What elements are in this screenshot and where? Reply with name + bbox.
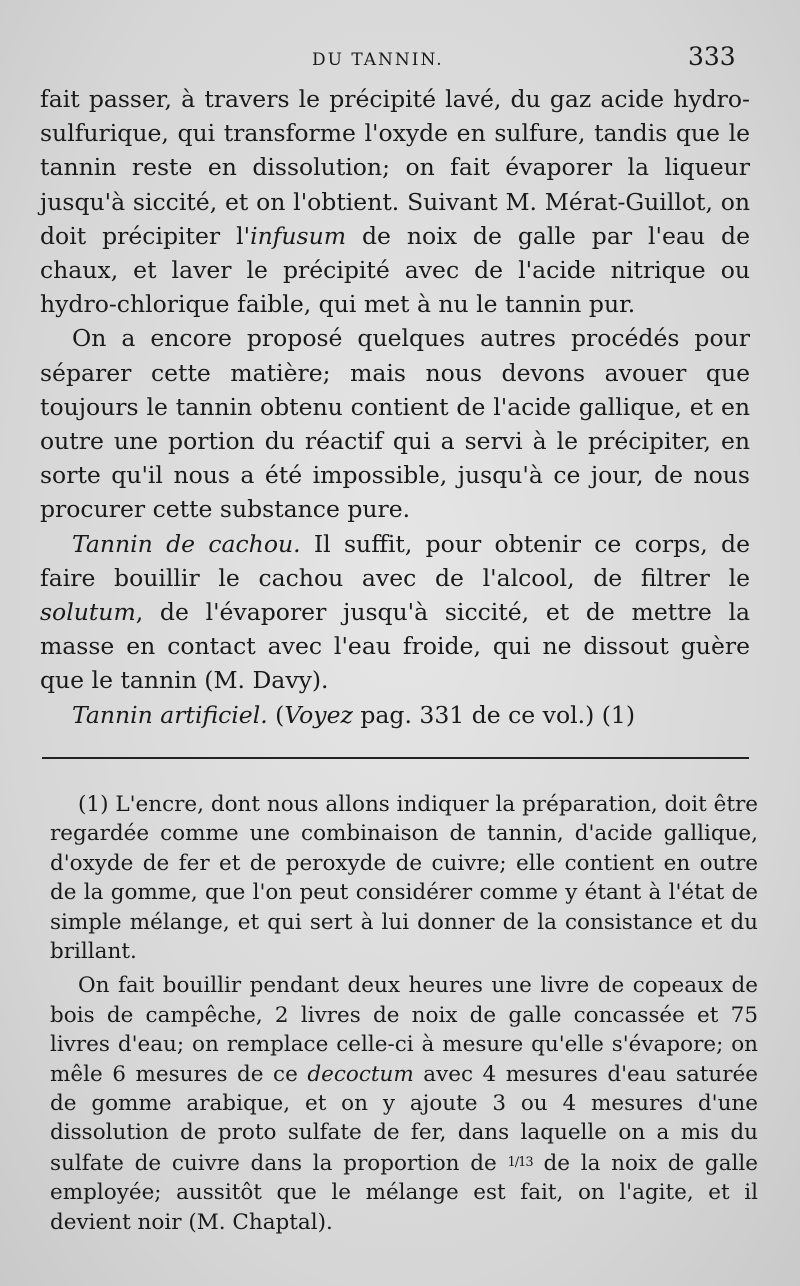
footnotes — [50, 790, 758, 1237]
fraction: 1/13 — [507, 1154, 533, 1170]
paragraph-continuation: fait passer, à travers le précipité lavé, du gaz acide hydro-sulfurique, qui transforme l'oxyde en sulfure, tandis que le tannin reste en dissolution; on fait évaporer la liqueur jusqu'à siccité, et on l'obtient. Suivant M. Mérat-Guillot, on doit précipiter l'infusum de noix de galle par l'eau de chaux, et laver le précipité avec de l'acide nitrique ou hydro-chlorique faible, qui met à nu le tannin pur. — [40, 85, 750, 319]
footnote-ink-recipe: On fait bouillir pendant deux heures une livre de copeaux de bois de campêche, 2 livres de noix de galle concassée et 75 livres d'eau; on remplace celle-ci à mesure qu'elle s'évapore; on mêle 6 mesures de ce decoctum avec 4 mesures d'eau saturée de gomme arabique, et on y ajoute 3 ou 4 mesures d'une dissolution de proto sulfate de fer, dans laquelle on a mis du sulfate de cuivre dans la proportion de 1/13 de la noix de galle employée; aussitôt que le mélange est fait, on l'agite, et il devient noir (M. Chaptal). — [50, 973, 758, 1235]
voyez-reference: Voyez — [284, 700, 353, 729]
paragraph-other-procedures: On a encore proposé quelques autres procédés pour séparer cette matière; mais nous devons avouer que toujours le tannin obtenu contient de l'acide gallique, et en outre une portion du réactif qui a servi à le précipiter, en sorte qu'il nous a été impossible, jusqu'à ce jour, de nous procurer cette substance pure. — [40, 324, 750, 524]
latin-term: solutum — [40, 598, 136, 627]
page-number: 333 — [688, 42, 736, 71]
footnote-separator — [42, 757, 749, 759]
paragraph-tannin-artificiel: Tannin artificiel. (Voyez pag. 331 de ce vol.) (1) — [72, 700, 636, 729]
section-heading-cachou: Tannin de cachou. — [72, 529, 301, 558]
latin-term: decoctum — [307, 1061, 414, 1087]
footnote-1: (1) L'encre, dont nous allons indiquer la préparation, doit être regardée comme une combinaison de tannin, d'acide gallique, d'oxyde de fer et de peroxyde de cuivre; elle contient en outre de la gomme, que l'on peut considérer comme y étant à l'état de simple mélange, et qui sert à lui donner de la consistance et du brillant. — [50, 792, 758, 965]
section-heading-artificiel: Tannin artificiel. — [72, 700, 268, 729]
latin-term: infusum — [250, 221, 347, 250]
page-header — [0, 42, 800, 76]
main-text — [40, 82, 750, 732]
running-head: DU TANNIN. — [312, 50, 444, 70]
paragraph-tannin-cachou: Tannin de cachou. Il suffit, pour obtenir ce corps, de faire bouillir le cachou avec de l'alcool, de filtrer le solutum, de l'évaporer jusqu'à siccité, et de mettre la masse en contact avec l'eau froide, qui ne dissout guère que le tannin (M. Davy). — [40, 529, 750, 695]
